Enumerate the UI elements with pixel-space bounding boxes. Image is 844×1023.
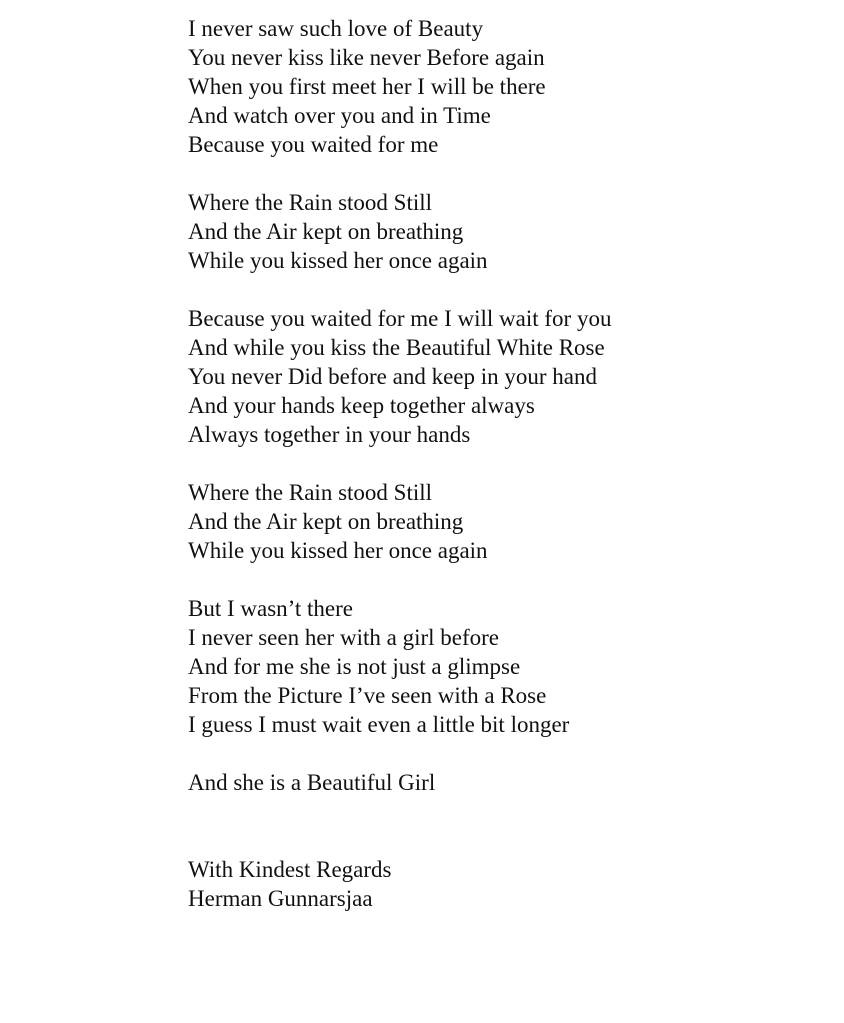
poem-line: You never Did before and keep in your hand (188, 364, 598, 389)
poem-line: You never kiss like never Before again (188, 45, 545, 70)
poem-line: While you kissed her once again (188, 538, 488, 563)
poem-line: I guess I must wait even a little bit longer (188, 712, 570, 737)
poem-line: Where the Rain stood Still (188, 190, 433, 215)
stanza-6 (188, 768, 828, 797)
poem-line: I never seen her with a girl before (188, 625, 499, 650)
poem-line: And the Air kept on breathing (188, 219, 464, 244)
poem-line: And watch over you and in Time (188, 103, 491, 128)
stanza-4 (188, 478, 828, 565)
author-name: Herman Gunnarsjaa (188, 886, 373, 911)
poem-line: Because you waited for me (188, 132, 439, 157)
stanza-5 (188, 594, 828, 739)
poem-line: Because you waited for me I will wait for you (188, 306, 612, 331)
closing-block (188, 855, 828, 913)
stanza-2 (188, 188, 828, 275)
poem-line: When you first meet her I will be there (188, 74, 546, 99)
poem-line: And while you kiss the Beautiful White Rose (188, 335, 605, 360)
closing-salutation: With Kindest Regards (188, 857, 392, 882)
poem-line: While you kissed her once again (188, 248, 488, 273)
poem-line: Always together in your hands (188, 422, 471, 447)
poem-line: I never saw such love of Beauty (188, 16, 484, 41)
poem-text (188, 14, 828, 913)
poem-line: And the Air kept on breathing (188, 509, 464, 534)
poem-line: And for me she is not just a glimpse (188, 654, 521, 679)
poem-line: But I wasn’t there (188, 596, 354, 621)
stanza-1 (188, 14, 828, 159)
poem-line: And your hands keep together always (188, 393, 535, 418)
poem-line: Where the Rain stood Still (188, 480, 433, 505)
poem-line: From the Picture I’ve seen with a Rose (188, 683, 547, 708)
poem-line: And she is a Beautiful Girl (188, 770, 436, 795)
stanza-3 (188, 304, 828, 449)
